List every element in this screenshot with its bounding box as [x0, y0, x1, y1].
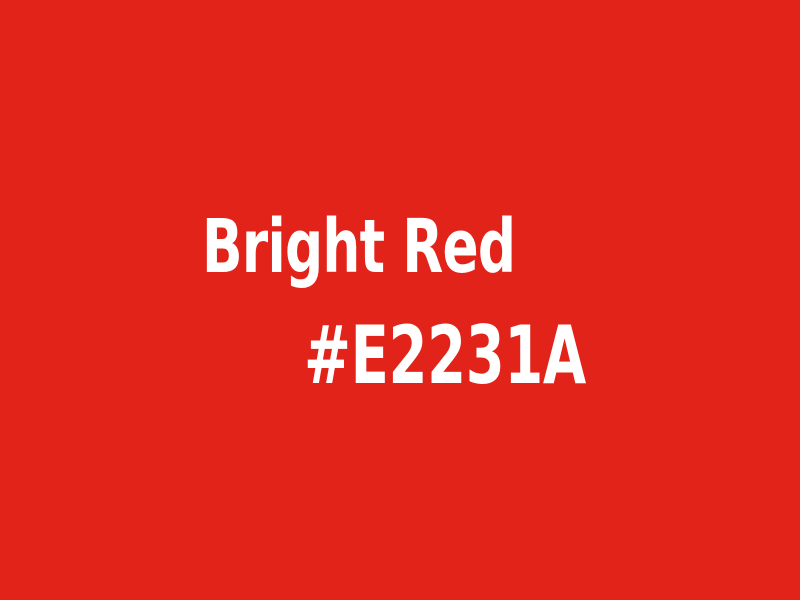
color-name-label: Bright Red — [202, 204, 516, 290]
hex-code-label: #E2231A — [304, 309, 586, 402]
